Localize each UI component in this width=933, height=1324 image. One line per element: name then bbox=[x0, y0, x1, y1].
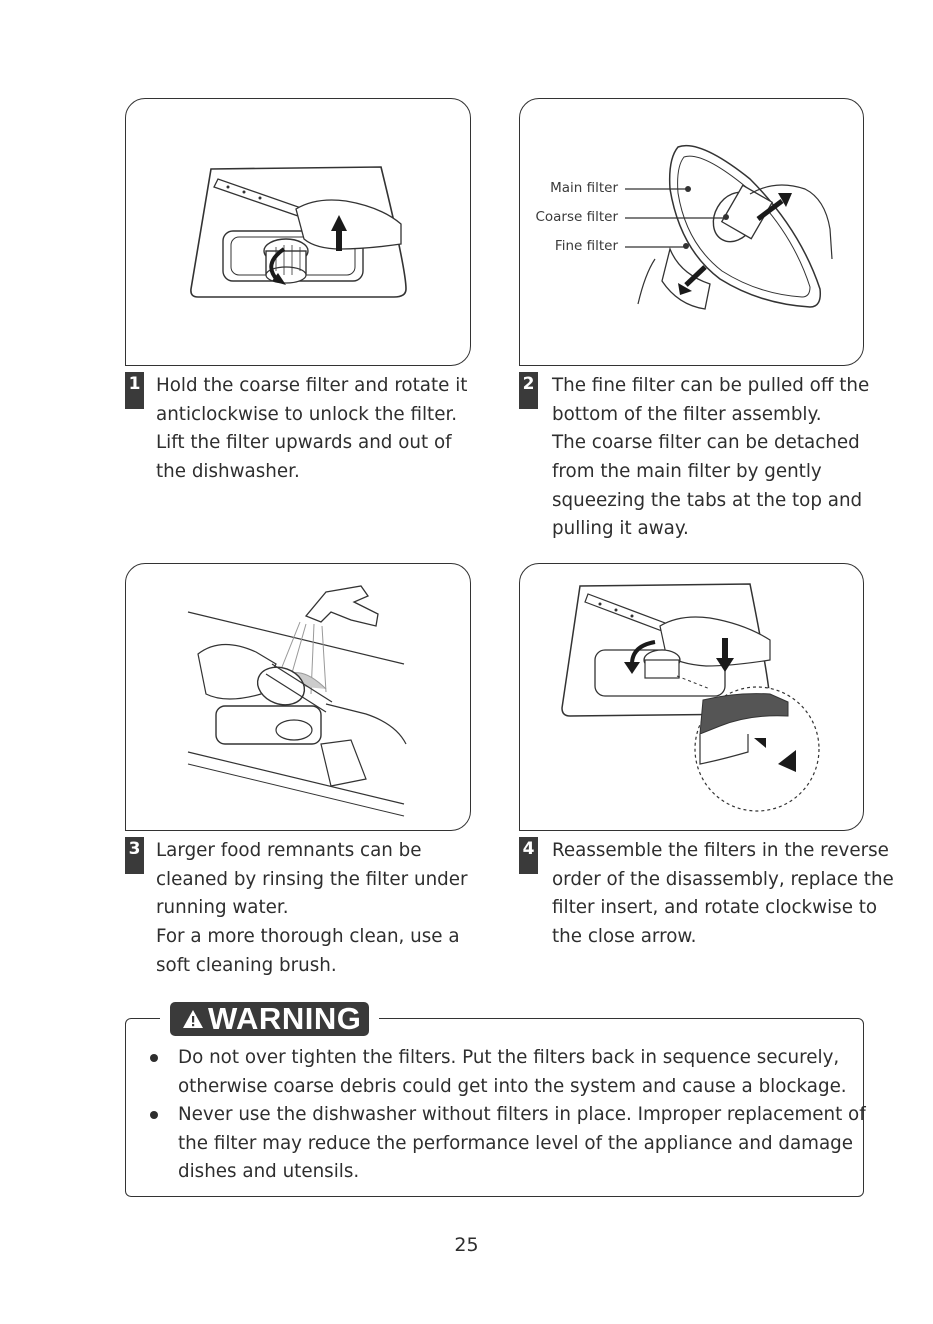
fine-filter-callout: Fine filter bbox=[554, 238, 618, 254]
step-instructions: Hold the coarse filter and rotate it anticlockwise to unlock the filter. Lift the filter upwards and out of the dishwasher. bbox=[156, 375, 468, 483]
illustration-panel-3 bbox=[125, 563, 471, 831]
main-filter-callout: Main filter bbox=[550, 180, 618, 196]
step-number: 3 bbox=[125, 837, 144, 874]
step-instructions: Larger food remnants can be cleaned by rinsing the filter under running water. For a more thorough clean, use a soft cleaning brush. bbox=[156, 840, 468, 976]
illustration-panel-1 bbox=[125, 98, 471, 366]
step-number: 1 bbox=[125, 372, 144, 409]
step-instructions: Reassemble the filters in the reverse order of the disassembly, replace the filter insert, and rotate clockwise to the close arrow. bbox=[552, 840, 894, 948]
bullet-icon bbox=[150, 1111, 158, 1119]
step-number: 4 bbox=[519, 837, 538, 874]
illustration-panel-2 bbox=[519, 98, 864, 366]
rinse-filter-illustration bbox=[126, 564, 472, 832]
step-number: 2 bbox=[519, 372, 538, 409]
filter-assembly-illustration bbox=[520, 99, 865, 367]
step-instructions: The fine filter can be pulled off the bottom of the filter assembly. The coarse filter can be detached from the main filter by gently squeezing the tabs at the top and pulling it away. bbox=[552, 375, 870, 540]
warning-badge bbox=[170, 1002, 369, 1036]
remove-coarse-filter-illustration bbox=[126, 99, 472, 367]
reassemble-filter-illustration bbox=[520, 564, 865, 832]
warning-title: WARNING bbox=[208, 1001, 362, 1036]
illustration-panel-4 bbox=[519, 563, 864, 831]
page-number: 25 bbox=[454, 1234, 479, 1256]
coarse-filter-callout: Coarse filter bbox=[535, 209, 618, 225]
warning-triangle-icon bbox=[182, 1009, 204, 1029]
warning-heading bbox=[160, 1002, 379, 1036]
bullet-icon bbox=[150, 1054, 158, 1062]
